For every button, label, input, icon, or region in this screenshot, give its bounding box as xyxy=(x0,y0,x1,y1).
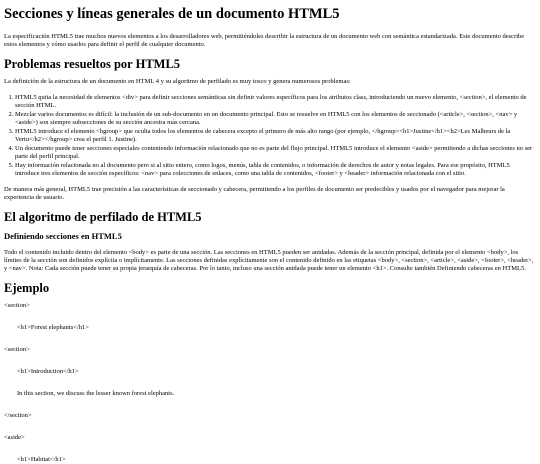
problems-heading: Problemas resueltos por HTML5 xyxy=(4,57,181,71)
code-line: <aside> xyxy=(4,434,25,441)
problems-lead: La definición de la estructura de un documento en HTML 4 y su algoritmo de perfilado es muy tosco y genera numerosos problemas: xyxy=(4,78,351,85)
algorithm-paragraph: Todo el contenido incluido dentro del elemento <body> es parte de una sección. Las secciones en HTML5 pueden ser anidadas. Además de la sección principal, definida por el elemento <body>, los límites de la sección son definidos explícita o implícitamente. Las secciones definidas explícitamente son el contenido definido en las etiquetas <body>, <section>, <article>, <aside>, <footer>, <header>, y <nav>. Nota: Cada sección puede tener su propia jerarquía de cabeceras. Por lo tanto, incluso una sección anidada puede tener un elemento <h1>. Consulte también Definiendo cabeceras en HTML5. xyxy=(4,249,534,272)
code-line: <section> xyxy=(4,346,30,353)
code-line: In this section, we discuss the lesser known forest elephants. xyxy=(17,390,175,397)
page-title: Secciones y líneas generales de un documento HTML5 xyxy=(4,6,340,22)
intro-paragraph: La especificación HTML5 trae muchos nuevos elementos a los desarrolladores web, permitiéndoles describir la estructura de un documento web con semántica estandarizada. Este documento describe estos elementos y cómo usarlos para definir el perfil de cualquier documento. xyxy=(4,33,525,48)
list-item: 3. HTML5 introduce el elemento <hgroup> que oculta todos los elementos de cabecera excepto el primero de más alto rango (por ejemplo, </hgroup><h1>Justine</h1><h2>Les Malheurs de la Vertu</h2></hgroup> crea el perfil 1. Justine). xyxy=(15,128,534,144)
algorithm-heading: El algoritmo de perfilado de HTML5 xyxy=(4,210,202,224)
list-item: 2. Mezclar varios documentos es difícil: la inclusión de un sub-documento en un documento principal. Esto se resuelve en HTML5 con los elementos de seccionado (<article>, <section>, <nav> y <aside>) son siempre subsecciones de su sección ancestra más cercana. xyxy=(15,111,534,127)
problems-list xyxy=(4,94,534,178)
list-item: 1. HTML5 quita la necesidad de elementos <div> para definir secciones semánticas sin definir valores específicos para los atributos class, introduciendo un nuevo elemento, <section>, el elemento de sección HTML. xyxy=(15,94,534,110)
code-line: <h1>Introduction</h1> xyxy=(17,368,79,375)
example-heading: Ejemplo xyxy=(4,281,50,295)
example-code xyxy=(4,302,534,464)
list-item: 4. Un documento puede tener secciones especiales conteniendo información relacionado que no es parte del flujo principal. HTML5 introduce el elemento <aside> permitiendo a dichas secciones no ser parte del perfil principal. xyxy=(15,145,534,161)
algorithm-subheading: Definiendo secciones en HTML5 xyxy=(4,231,122,241)
code-line: <h1>Forest elephants</h1> xyxy=(17,324,89,331)
code-line: <section> xyxy=(4,302,30,309)
list-item: 5. Hay información relacionada no al documento pero si al sitio entero, como logos, menús, tabla de contenidos, o información de derechos de autor y notas legales. Para ese propósito, HTML5 introduce tres elementos de sección específicos: <nav> para colecciones de enlaces, como una tabla de contenidos, <footer> y <header> información relacionada con el sitio. xyxy=(15,162,534,178)
code-line: </section> xyxy=(4,412,32,419)
problems-closing: De manera más general, HTML5 trae precisión a las características de seccionado y cabecera, permitiendo a los perfiles de documento ser predecibles y usados por el navegador para mejorar la experiencia de usuario. xyxy=(4,186,505,201)
code-line: <h1>Habitat</h1> xyxy=(17,456,66,463)
